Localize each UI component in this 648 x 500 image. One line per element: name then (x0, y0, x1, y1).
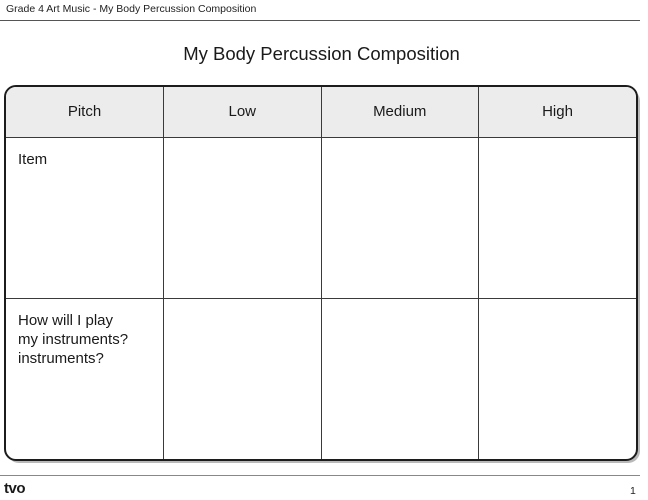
row-label-how-to-play (6, 298, 164, 459)
row-label-line: Item (18, 150, 48, 168)
table-row-item (6, 137, 636, 298)
running-header: Grade 4 Art Music - My Body Percussion Composition (6, 3, 257, 15)
answer-cell-play-high[interactable] (479, 298, 637, 459)
row-label-item (6, 137, 164, 298)
tvo-logo: tvo (4, 480, 25, 497)
column-header-pitch: Pitch (6, 87, 164, 137)
column-header-high: High (479, 87, 637, 137)
answer-cell-play-low[interactable] (164, 298, 322, 459)
row-label-line: How will I play (18, 311, 114, 329)
answer-cell-item-low[interactable] (164, 137, 322, 298)
composition-table (4, 85, 638, 461)
row-label-line: my instruments? (18, 330, 129, 348)
row-label-line: instruments? (18, 349, 104, 367)
answer-cell-item-medium[interactable] (321, 137, 479, 298)
column-header-low: Low (164, 87, 322, 137)
page-number: 1 (630, 485, 636, 497)
table-header-row (6, 87, 636, 137)
column-header-medium: Medium (321, 87, 479, 137)
answer-cell-item-high[interactable] (479, 137, 637, 298)
document-title: My Body Percussion Composition (183, 43, 460, 64)
header-divider (0, 20, 640, 21)
table-row-how-to-play (6, 298, 636, 459)
footer-divider (0, 475, 640, 476)
answer-cell-play-medium[interactable] (321, 298, 479, 459)
composition-grid (6, 87, 636, 459)
